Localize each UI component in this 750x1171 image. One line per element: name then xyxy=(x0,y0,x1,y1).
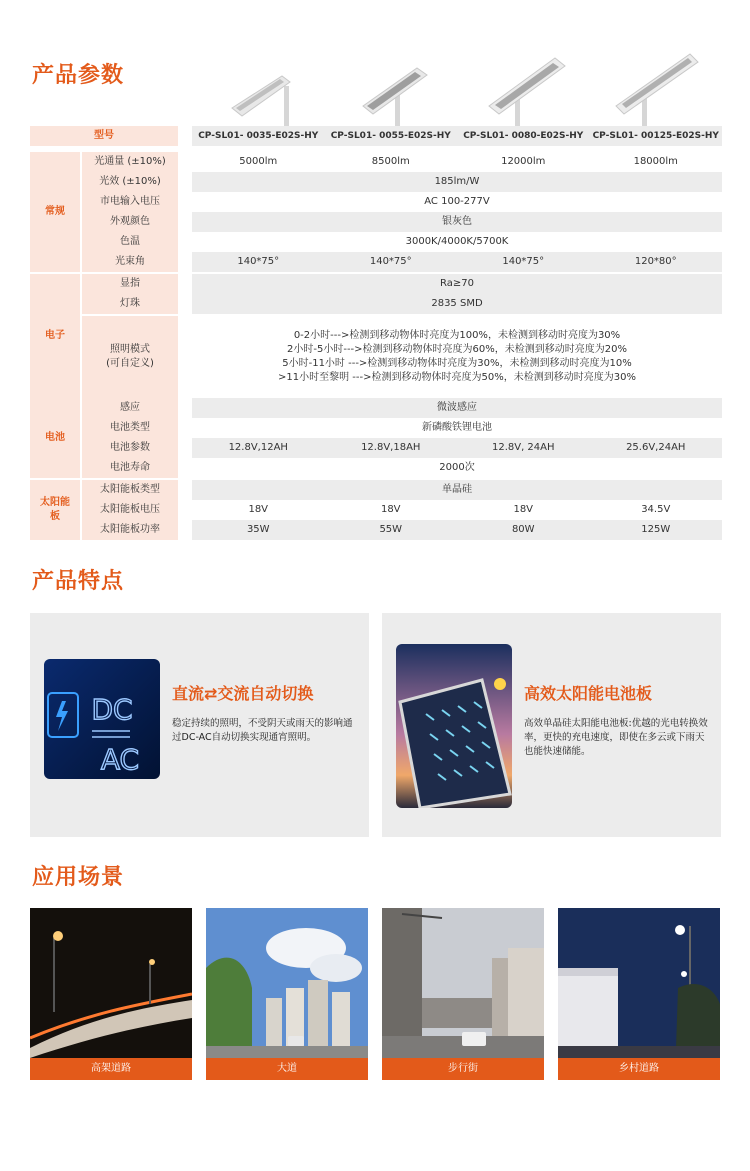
cell: 12000lm xyxy=(501,156,546,167)
mode-label-sub: (可自定义) xyxy=(106,358,154,369)
row-label: 太阳能板电压 xyxy=(82,500,178,520)
feature-panel-solar xyxy=(382,613,721,837)
table-row xyxy=(30,500,722,520)
cell: 34.5V xyxy=(641,504,671,515)
cell: 微波感应 xyxy=(437,402,477,413)
row-label: 显指 xyxy=(82,274,178,294)
scene-elevated-road xyxy=(30,908,192,1080)
group-electronic: 电子 xyxy=(30,274,80,398)
cell: 140*75° xyxy=(237,256,280,267)
scene-image-4 xyxy=(558,908,720,1058)
table-row xyxy=(30,458,722,478)
cell: 12.8V, 24AH xyxy=(491,442,555,453)
cell: 140*75° xyxy=(502,256,545,267)
row-label: 太阳能板类型 xyxy=(82,480,178,500)
cell: 185lm/W xyxy=(434,176,480,187)
cell: 单晶硅 xyxy=(442,484,472,495)
model-3: CP-SL01- 0080-E02S-HY xyxy=(463,131,584,141)
cell: 25.6V,24AH xyxy=(626,442,686,453)
feature-text-dcac: 稳定持续的照明，不受阴天或雨天的影响通过DC-AC自动切换实现通宵照明。 xyxy=(172,718,353,743)
scene-image-2 xyxy=(206,908,368,1058)
scene-caption-1: 高架道路 xyxy=(30,1058,192,1080)
group-general: 常规 xyxy=(30,152,80,272)
model-label: 型号 xyxy=(30,126,178,146)
scene-caption-3: 步行街 xyxy=(382,1058,544,1080)
mode-line: 5小时-11小时 --->检测到移动物体时亮度为30%，未检测到移动时亮度为10% xyxy=(282,358,632,369)
lamp-image-1 xyxy=(222,48,352,128)
cell: 5000lm xyxy=(239,156,278,167)
scene-village-road xyxy=(558,908,720,1080)
table-row xyxy=(30,252,722,272)
scene-caption-2: 大道 xyxy=(206,1058,368,1080)
cell: 12.8V,18AH xyxy=(361,442,421,453)
cell: 140*75° xyxy=(369,256,412,267)
cell: 18V xyxy=(248,504,269,515)
cell: 8500lm xyxy=(371,156,410,167)
lamp-image-2 xyxy=(355,48,485,128)
table-row xyxy=(30,172,722,192)
dcac-dc-text: DC xyxy=(91,693,133,726)
mode-line: 0-2小时--->检测到移动物体时亮度为100%，未检测到移动时亮度为30% xyxy=(293,330,621,341)
mode-line: 2小时-5小时--->检测到移动物体时亮度为60%，未检测到移动时亮度为20% xyxy=(287,344,627,355)
mode-label: 照明模式 xyxy=(110,344,150,355)
section-title-params: 产品参数 xyxy=(32,63,125,88)
cell: 80W xyxy=(511,524,535,535)
row-label: 光通量 (±10%) xyxy=(82,152,178,172)
cell: Ra≥70 xyxy=(440,278,474,289)
table-row-model xyxy=(30,126,722,146)
row-label: 外观颜色 xyxy=(82,212,178,232)
dcac-ac-text: AC xyxy=(100,743,140,776)
cell: AC 100-277V xyxy=(424,196,490,207)
table-row xyxy=(30,192,722,212)
feature-title-dcac: 直流⇄交流自动切换 xyxy=(172,684,314,703)
group-solar: 太阳能板 xyxy=(30,480,80,540)
table-row xyxy=(30,418,722,438)
cell: 12.8V,12AH xyxy=(228,442,288,453)
table-row xyxy=(30,294,722,314)
cell: 18000lm xyxy=(633,156,678,167)
row-label: 市电输入电压 xyxy=(82,192,178,212)
cell: 银灰色 xyxy=(442,216,472,227)
cell: 120*80° xyxy=(634,256,677,267)
row-label: 光束角 xyxy=(82,252,178,272)
mode-line: >11小时至黎明 --->检测到移动物体时亮度为50%，未检测到移动时亮度为30% xyxy=(278,372,636,383)
scene-pedestrian-street xyxy=(382,908,544,1080)
dcac-image xyxy=(44,659,160,779)
feature-text-solar: 高效单晶硅太阳能电池板:优越的光电转换效率，更快的充电速度，即使在多云或下雨天也能快速储能。 xyxy=(524,718,708,757)
section-title-features: 产品特点 xyxy=(32,569,125,594)
table-row xyxy=(30,232,722,252)
table-row xyxy=(30,480,722,500)
row-label: 灯珠 xyxy=(82,294,178,314)
cell: 55W xyxy=(379,524,403,535)
lamp-image-3 xyxy=(485,48,615,128)
cell: 125W xyxy=(641,524,671,535)
row-label: 感应 xyxy=(82,398,178,418)
section-title-scenes: 应用场景 xyxy=(32,865,125,890)
cell: 35W xyxy=(246,524,270,535)
row-label: 电池类型 xyxy=(82,418,178,438)
model-1: CP-SL01- 0035-E02S-HY xyxy=(198,131,319,141)
table-row xyxy=(30,274,722,294)
table-row xyxy=(30,398,722,418)
lamp-image-4 xyxy=(612,48,742,128)
row-label: 色温 xyxy=(82,232,178,252)
scene-avenue xyxy=(206,908,368,1080)
cell: 2835 SMD xyxy=(431,298,483,309)
cell: 新磷酸铁锂电池 xyxy=(422,422,492,433)
row-label xyxy=(82,316,178,398)
model-2: CP-SL01- 0055-E02S-HY xyxy=(330,131,451,141)
model-4: CP-SL01- 00125-E02S-HY xyxy=(592,131,719,141)
scene-image-1 xyxy=(30,908,192,1058)
row-label: 光效 (±10%) xyxy=(82,172,178,192)
table-row xyxy=(30,212,722,232)
cell: 18V xyxy=(380,504,401,515)
group-battery: 电池 xyxy=(30,398,80,478)
scene-image-3 xyxy=(382,908,544,1058)
row-label: 电池参数 xyxy=(82,438,178,458)
row-label: 电池寿命 xyxy=(82,458,178,478)
cell: 3000K/4000K/5700K xyxy=(405,236,509,247)
scene-caption-4: 乡村道路 xyxy=(558,1058,720,1080)
feature-title-solar: 高效太阳能电池板 xyxy=(524,684,653,703)
table-row xyxy=(30,438,722,458)
table-row xyxy=(30,520,722,540)
feature-panel-dcac xyxy=(30,613,369,837)
cell: 2000次 xyxy=(439,462,475,473)
table-row xyxy=(30,152,722,172)
table-row-mode xyxy=(30,316,722,398)
row-label: 太阳能板功率 xyxy=(82,520,178,540)
solar-panel-image xyxy=(396,644,512,808)
cell: 18V xyxy=(513,504,534,515)
